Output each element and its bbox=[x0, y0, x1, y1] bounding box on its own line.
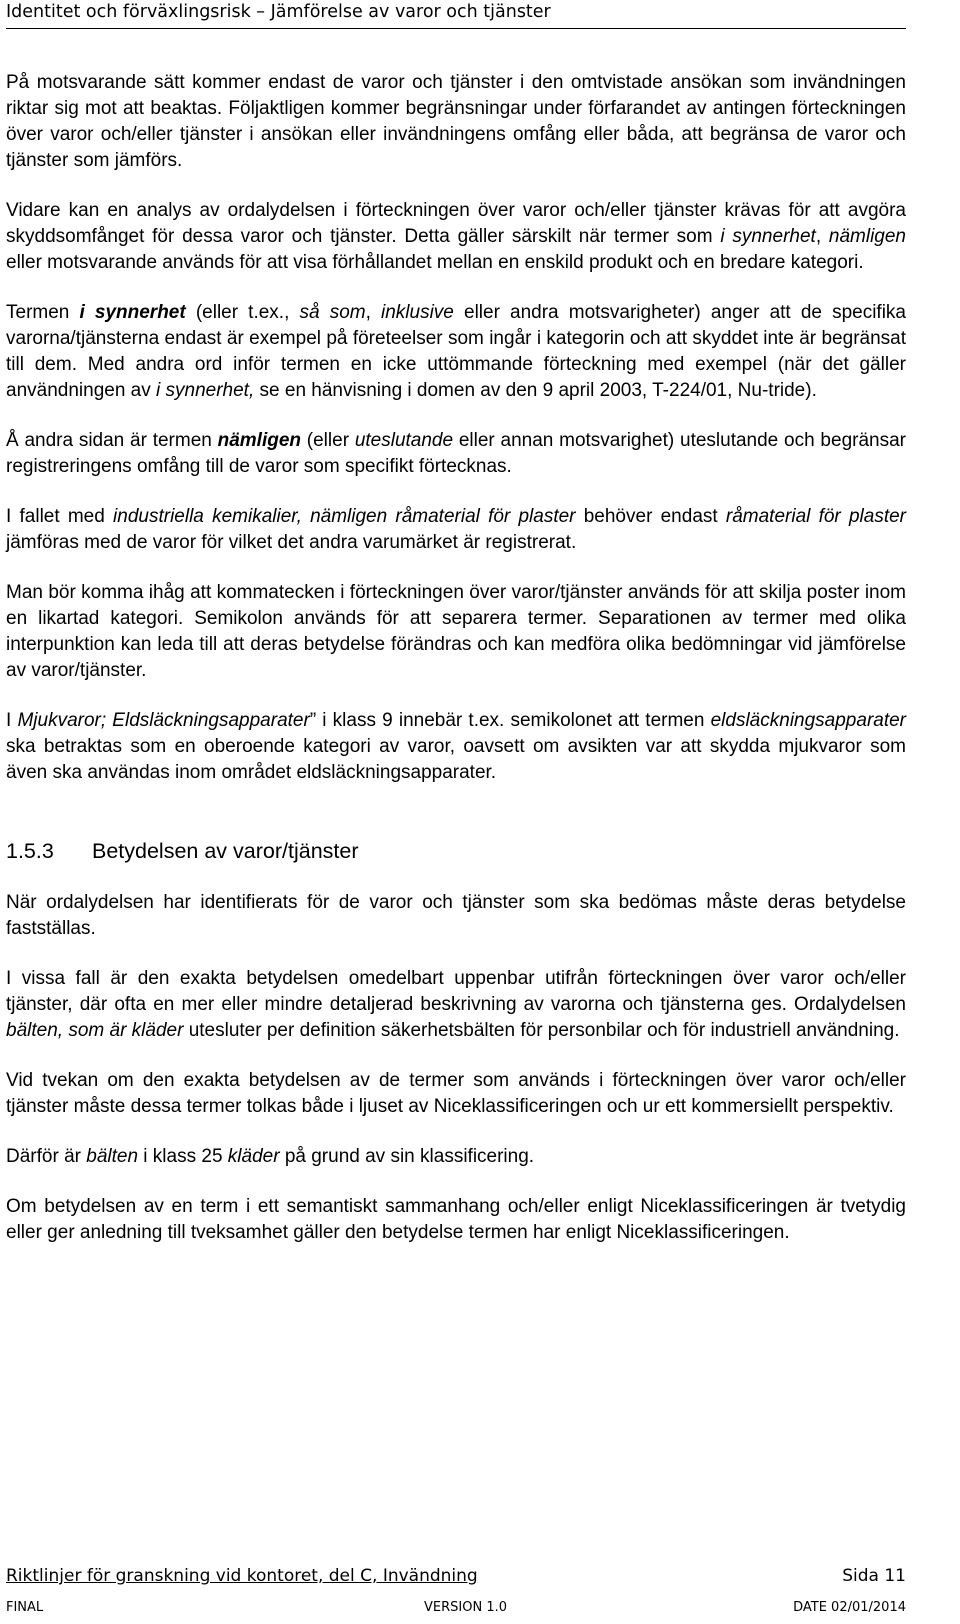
bold-italic-term: nämligen bbox=[217, 430, 302, 451]
text-run: behöver endast bbox=[575, 506, 726, 527]
text-run: utesluter per definition säkerhetsbälten för personbilar och för industriell användning. bbox=[183, 1020, 900, 1041]
paragraph-5 bbox=[6, 504, 906, 556]
italic-term: i synnerhet bbox=[720, 226, 816, 247]
document-body bbox=[6, 70, 906, 1270]
section-heading bbox=[6, 838, 906, 864]
paragraph-12: Om betydelsen av en term i ett semantiskt sammanhang och/eller enligt Niceklassificeringen är tvetydig eller ger anledning till tveksamhet gäller den betydelse termen har enligt Niceklassificeringen. bbox=[6, 1196, 906, 1243]
paragraph-2 bbox=[6, 198, 906, 276]
paragraph-6: Man bör komma ihåg att kommatecken i förteckningen över varor/tjänster används för att skilja poster inom en likartad kategori. Semikolon används för att separera termer. Separationen av termer med olika interpunktion kan leda till att deras betydelse förändras och kan medföra olika bedömningar vid jämförelse av varor/tjänster. bbox=[6, 582, 906, 681]
section-title: Betydelsen av varor/tjänster bbox=[92, 839, 359, 863]
paragraph-7 bbox=[6, 708, 906, 786]
text-run: , bbox=[284, 302, 300, 323]
italic-term: bälten bbox=[86, 1146, 139, 1167]
text-run: på grund av sin klassificering. bbox=[279, 1146, 535, 1167]
text-run: (eller t.ex. bbox=[185, 302, 285, 323]
status-label: FINAL bbox=[6, 1600, 44, 1615]
text-run: I bbox=[6, 710, 18, 731]
text-run: ” i klass 9 innebär t.ex. semikolonet att termen bbox=[309, 710, 711, 731]
paragraph-11 bbox=[6, 1144, 906, 1170]
text-run: (eller bbox=[301, 430, 355, 451]
italic-term: industriella kemikalier, nämligen råmaterial för plaster bbox=[113, 506, 576, 527]
paragraph-1: På motsvarande sätt kommer endast de varor och tjänster i den omtvistade ansökan som invändningen riktar sig mot att beaktas. Följaktligen kommer begränsningar under förfarandet av antingen förteckningen över varor och/eller tjänster i ansökan eller invändningens omfång eller båda, att begränsa de varor och tjänster som jämförs. bbox=[6, 72, 906, 171]
italic-term: bälten, som är kläder bbox=[6, 1020, 184, 1041]
section-number: 1.5.3 bbox=[6, 839, 54, 863]
paragraph-10: Vid tvekan om den exakta betydelsen av de termer som används i förteckningen över varor och/eller tjänster måste dessa termer tolkas både i ljuset av Niceklassificeringen och ur ett kommersiellt perspektiv. bbox=[6, 1070, 906, 1117]
italic-term: uteslutande bbox=[354, 430, 454, 451]
text-run: Därför är bbox=[6, 1146, 87, 1167]
page-footer bbox=[6, 1566, 906, 1590]
paragraph-9 bbox=[6, 966, 906, 1044]
italic-term: Mjukvaror; Eldsläckningsapparater bbox=[17, 710, 310, 731]
text-run: I fallet med bbox=[6, 506, 114, 527]
text-run: I vissa fall är den exakta betydelsen omedelbart uppenbar utifrån förteckningen över varor och/eller tjänster, där ofta en mer eller mindre detaljerad beskrivning av varorna och tjänsterna ges. Ordalydelsen bbox=[6, 968, 906, 1015]
text-run: eller andra motsvarigheter) anger att de specifika varorna/tjänsterna endast är exempel på företeelser som ingår i kategorin och att skyddet inte är begränsat till dem. Med andra ord inför termen en icke uttömmande förteckning med exempel (när det gäller användningen av bbox=[6, 302, 906, 401]
text-run: Å andra sidan är termen bbox=[6, 430, 218, 451]
footer-meta bbox=[6, 1600, 906, 1618]
text-run: Vidare kan en analys av ordalydelsen i förteckningen över varor och/eller tjänster krävas för att avgöra skyddsomfånget för dessa varor och tjänster. Detta gäller särskilt när termer som bbox=[6, 200, 906, 247]
text-run: i klass 25 bbox=[138, 1146, 228, 1167]
bold-italic-term: i synnerhet bbox=[79, 302, 186, 323]
page-header bbox=[6, 0, 906, 29]
text-run: se en hänvisning i domen av den 9 april 2003, T-224/01, Nu-tride). bbox=[254, 380, 817, 401]
date-label: DATE 02/01/2014 bbox=[793, 1600, 906, 1615]
footer-document-title: Riktlinjer för granskning vid kontoret, del C, Invändning bbox=[6, 1566, 478, 1586]
text-run: jämföras med de varor för vilket det andra varumärket är registrerat. bbox=[6, 532, 577, 553]
text-run: eller motsvarande används för att visa förhållandet mellan en enskild produkt och en bredare kategori. bbox=[6, 252, 864, 273]
italic-term: råmaterial för plaster bbox=[725, 506, 907, 527]
italic-term: nämligen bbox=[828, 226, 906, 247]
text-run: eller annan motsvarighet) uteslutande och begränsar registreringens omfång till de varor som specifikt förtecknas. bbox=[6, 430, 906, 477]
italic-term: kläder bbox=[227, 1146, 280, 1167]
italic-term: eldsläckningsapparater bbox=[710, 710, 907, 731]
paragraph-8: När ordalydelsen har identifierats för de varor och tjänster som ska bedömas måste deras betydelse fastställas. bbox=[6, 892, 906, 939]
paragraph-3 bbox=[6, 300, 906, 404]
version-label: VERSION 1.0 bbox=[424, 1600, 507, 1615]
italic-term: så som bbox=[299, 302, 366, 323]
text-run: , bbox=[815, 226, 829, 247]
italic-term: inklusive bbox=[381, 302, 454, 323]
header-title: Identitet och förväxlingsrisk – Jämförelse av varor och tjänster bbox=[6, 2, 551, 22]
text-run: , bbox=[365, 302, 381, 323]
text-run: ska betraktas som en oberoende kategori av varor, oavsett om avsikten var att skydda mjukvaror som även ska användas inom området eldsläckningsapparater. bbox=[6, 736, 906, 783]
page-number: Sida 11 bbox=[842, 1566, 906, 1586]
text-run: Termen bbox=[6, 302, 80, 323]
italic-term: i synnerhet, bbox=[156, 380, 255, 401]
paragraph-4 bbox=[6, 428, 906, 480]
